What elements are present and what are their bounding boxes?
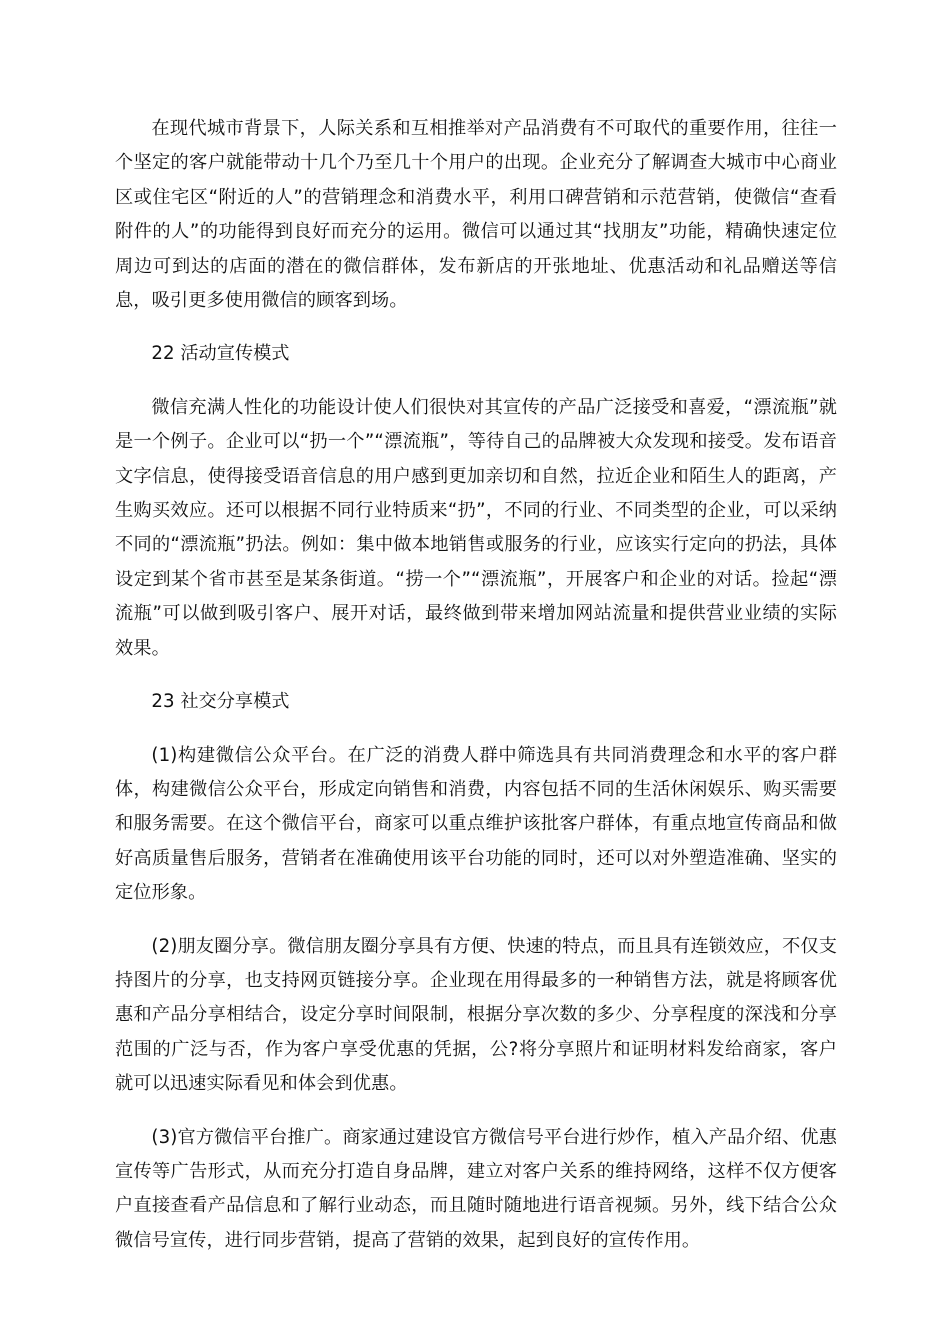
document-body — [115, 112, 837, 1258]
paragraph-public-platform: (1)构建微信公众平台。在广泛的消费人群中筛选具有共同消费理念和水平的客户群体，构建微信公众平台，形成定向销售和消费，内容包括不同的生活休闲娱乐、购买需要和服务需要。在这个微信平台，商家可以重点维护该批客户群体，有重点地宣传商品和做好高质量售后服务，营销者在准确使用该平台功能的同时，还可以对外塑造准确、坚实的定位形象。 — [115, 744, 837, 904]
paragraph-moments-sharing: (2)朋友圈分享。微信朋友圈分享具有方便、快速的特点，而且具有连锁效应，不仅支持图片的分享，也支持网页链接分享。企业现在用得最多的一种销售方法，就是将顾客优惠和产品分享相结合，设定分享时间限制，根据分享次数的多少、分享程度的深浅和分享范围的广泛与否，作为客户享受优惠的凭据，公?将分享照片和证明材料发给商家，客户就可以迅速实际看见和体会到优惠。 — [115, 935, 837, 1095]
paragraph-word-of-mouth: 在现代城市背景下，人际关系和互相推举对产品消费有不可取代的重要作用，往往一个坚定的客户就能带动十几个乃至几十个用户的出现。企业充分了解调查大城市中心商业区或住宅区“附近的人”的营销理念和消费水平，利用口碑营销和示范营销，使微信“查看附件的人”的功能得到良好而充分的运用。微信可以通过其“找朋友”功能，精确快速定位周边可到达的店面的潜在的微信群体，发布新店的开张地址、优惠活动和礼品赠送等信息，吸引更多使用微信的顾客到场。 — [115, 118, 837, 312]
section-heading-22: 22 活动宣传模式 — [151, 343, 290, 365]
paragraph-official-account: (3)官方微信平台推广。商家通过建设官方微信号平台进行炒作，植入产品介绍、优惠宣传等广告形式，从而充分打造自身品牌，建立对客户关系的维持网络，这样不仅方便客户直接查看产品信息和了解行业动态，而且随时随地进行语音视频。另外，线下结合公众微信号宣传，进行同步营销，提高了营销的效果，起到良好的宣传作用。 — [115, 1126, 837, 1251]
section-heading-23: 23 社交分享模式 — [151, 691, 290, 713]
paragraph-drift-bottle: 微信充满人性化的功能设计使人们很快对其宣传的产品广泛接受和喜爱，“漂流瓶”就是一个例子。企业可以“扔一个”“漂流瓶”，等待自己的品牌被大众发现和接受。发布语音文字信息，使得接受语音信息的用户感到更加亲切和自然，拉近企业和陌生人的距离，产生购买效应。还可以根据不同行业特质来“扔”，不同的行业、不同类型的企业，可以采纳不同的“漂流瓶”扔法。例如：集中做本地销售或服务的行业，应该实行定向的扔法，具体设定到某个省市甚至是某条街道。“捞一个”“漂流瓶”，开展客户和企业的对话。捡起“漂流瓶”可以做到吸引客户、展开对话，最终做到带来增加网站流量和提供营业业绩的实际效果。 — [115, 396, 837, 659]
